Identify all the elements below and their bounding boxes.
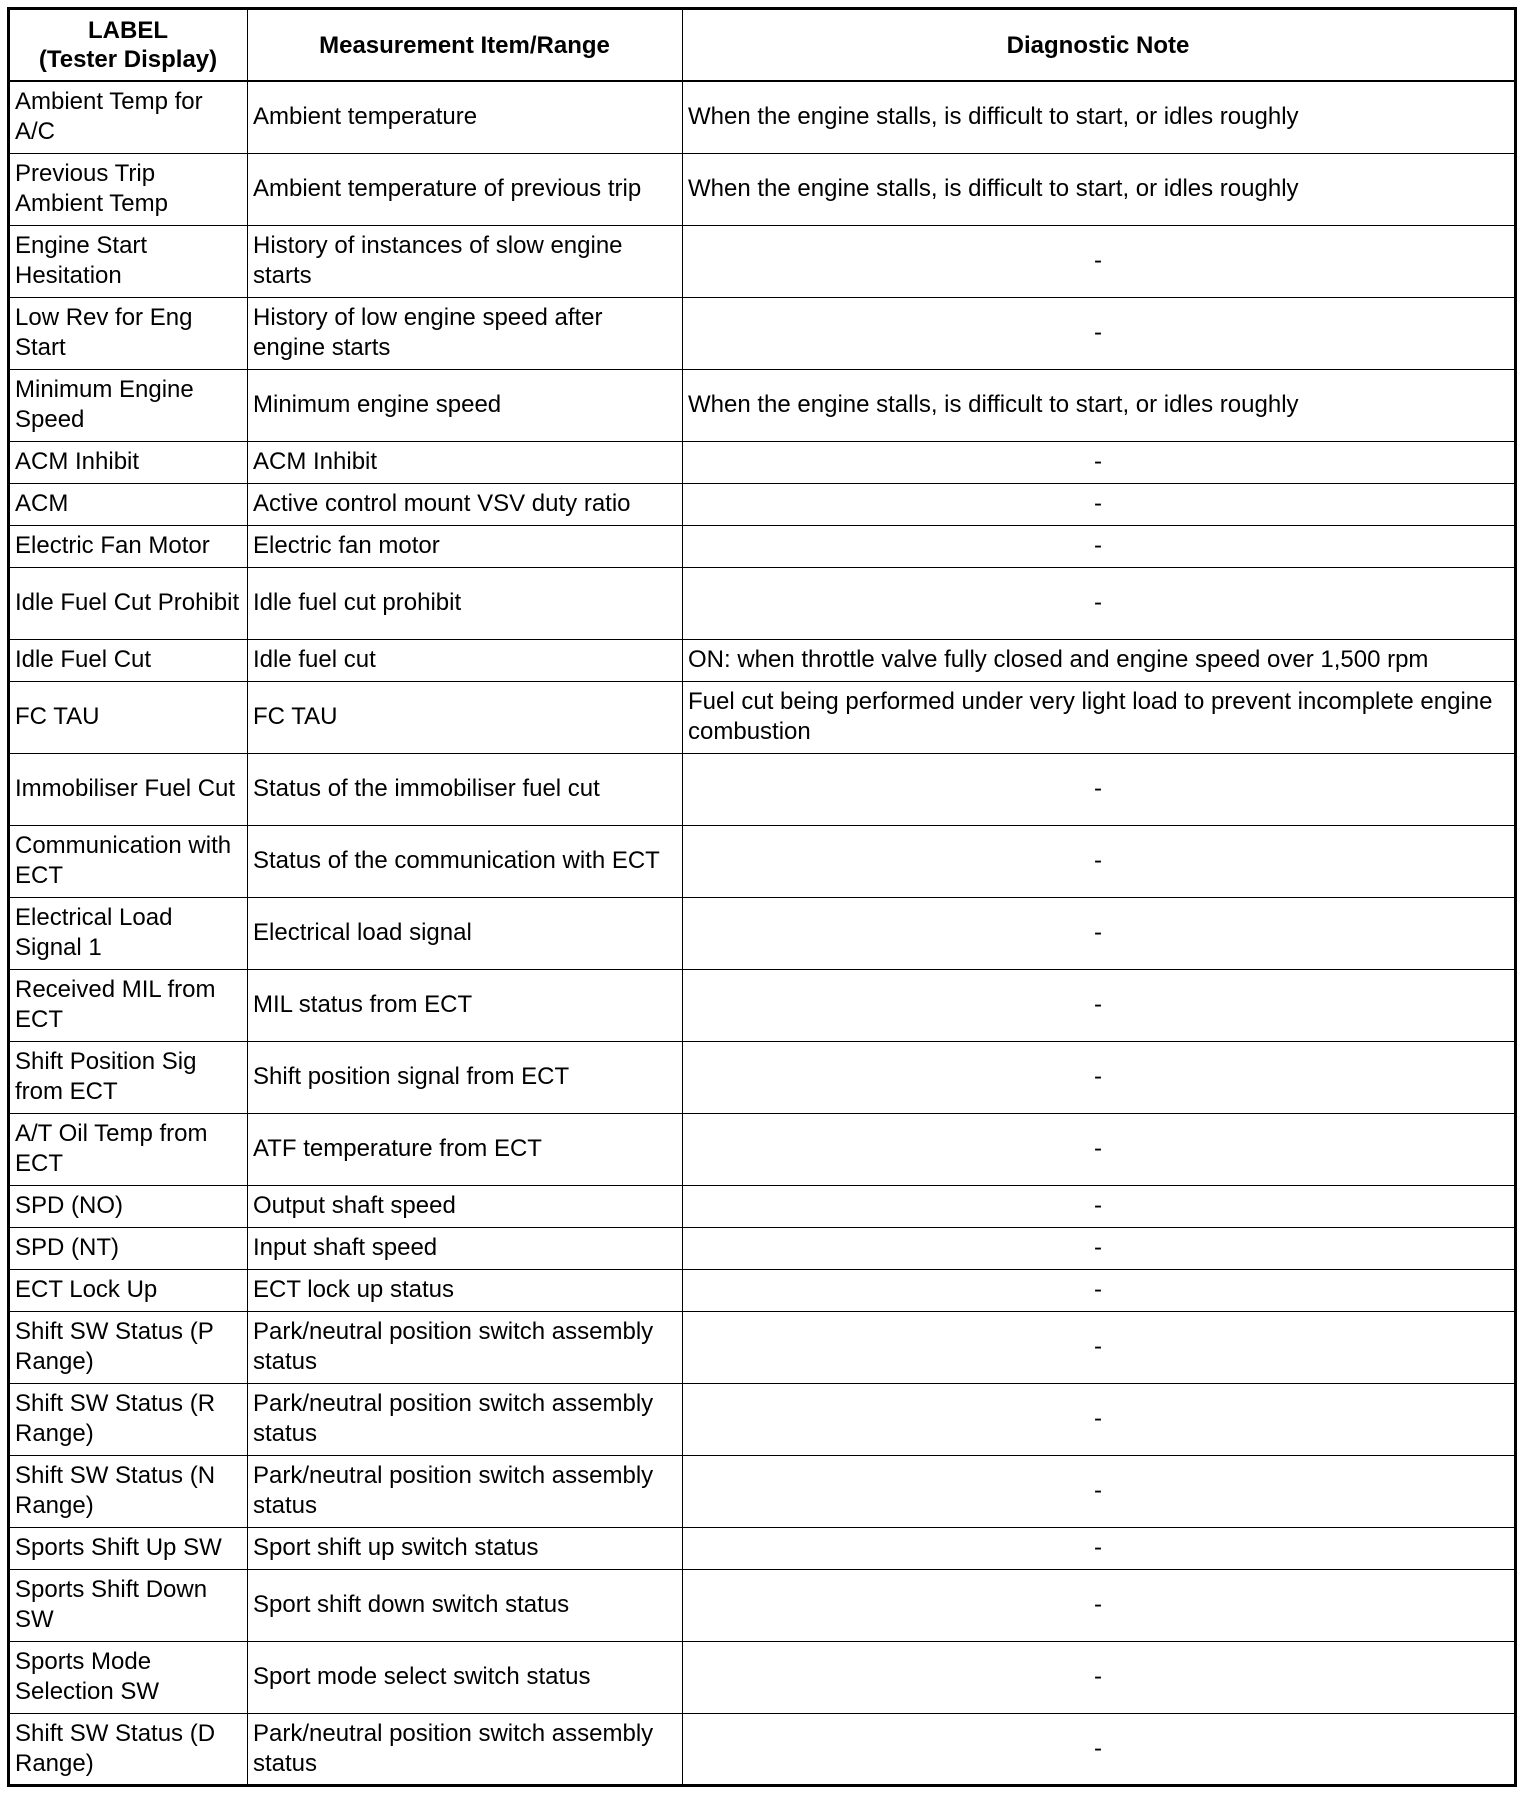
table-row [9,1269,1516,1311]
note-cell: - [683,1269,1516,1311]
label-cell: Ambient Temp for A/C [9,81,248,153]
label-cell: SPD (NO) [9,1185,248,1227]
note-cell: Fuel cut being performed under very light load to prevent incomplete engine combustion [683,681,1516,753]
header-label-line2: (Tester Display) [38,46,218,73]
table-row [9,1311,1516,1383]
note-cell: - [683,1455,1516,1527]
header-label [9,9,248,82]
header-label-line1: LABEL [88,17,168,44]
note-cell: - [683,969,1516,1041]
measurement-cell: Active control mount VSV duty ratio [248,483,683,525]
label-cell: Sports Shift Up SW [9,1527,248,1569]
measurement-cell: ECT lock up status [248,1269,683,1311]
note-cell: - [683,1041,1516,1113]
measurement-cell: Status of the immobiliser fuel cut [248,753,683,825]
page [7,7,1514,1787]
label-cell: Minimum Engine Speed [9,369,248,441]
table-row [9,297,1516,369]
label-cell: Shift SW Status (R Range) [9,1383,248,1455]
note-cell: - [683,1185,1516,1227]
table-row [9,1383,1516,1455]
table-row [9,1527,1516,1569]
label-cell: FC TAU [9,681,248,753]
label-cell: Previous Trip Ambient Temp [9,153,248,225]
note-cell: - [683,525,1516,567]
table-row [9,897,1516,969]
label-cell: ECT Lock Up [9,1269,248,1311]
label-cell: Immobiliser Fuel Cut [9,753,248,825]
measurement-cell: Sport mode select switch status [248,1641,683,1713]
measurement-cell: Park/neutral position switch assembly status [248,1383,683,1455]
measurement-cell: Idle fuel cut [248,639,683,681]
table-row [9,567,1516,639]
table-row [9,1569,1516,1641]
label-cell: Shift SW Status (D Range) [9,1713,248,1785]
table-header [9,9,1516,82]
measurement-cell: FC TAU [248,681,683,753]
table-row [9,441,1516,483]
table-row [9,681,1516,753]
table-row [9,153,1516,225]
note-cell: - [683,225,1516,297]
note-cell: - [683,1113,1516,1185]
note-cell: - [683,567,1516,639]
table-row [9,753,1516,825]
table-row [9,1185,1516,1227]
table-row [9,639,1516,681]
measurement-cell: Sport shift up switch status [248,1527,683,1569]
label-cell: A/T Oil Temp from ECT [9,1113,248,1185]
note-cell: - [683,1227,1516,1269]
label-cell: Shift SW Status (N Range) [9,1455,248,1527]
table-row [9,525,1516,567]
note-cell: - [683,753,1516,825]
label-cell: SPD (NT) [9,1227,248,1269]
label-cell: Received MIL from ECT [9,969,248,1041]
table-row [9,225,1516,297]
note-cell: - [683,825,1516,897]
note-cell: - [683,297,1516,369]
table-row [9,1455,1516,1527]
note-cell: - [683,1641,1516,1713]
table-row [9,1227,1516,1269]
measurement-cell: Output shaft speed [248,1185,683,1227]
note-cell: - [683,1527,1516,1569]
label-cell: Idle Fuel Cut Prohibit [9,567,248,639]
label-cell: Idle Fuel Cut [9,639,248,681]
measurement-cell: Park/neutral position switch assembly status [248,1455,683,1527]
measurement-cell: Idle fuel cut prohibit [248,567,683,639]
note-cell: When the engine stalls, is difficult to start, or idles roughly [683,81,1516,153]
measurement-cell: History of instances of slow engine starts [248,225,683,297]
label-cell: Shift SW Status (P Range) [9,1311,248,1383]
table-row [9,1713,1516,1785]
table-row [9,969,1516,1041]
table-row [9,369,1516,441]
measurement-cell: Status of the communication with ECT [248,825,683,897]
note-cell: - [683,441,1516,483]
label-cell: Sports Shift Down SW [9,1569,248,1641]
note-cell: - [683,1311,1516,1383]
data-list-table [7,7,1517,1787]
measurement-cell: ATF temperature from ECT [248,1113,683,1185]
table-row [9,825,1516,897]
table-row [9,81,1516,153]
measurement-cell: Electrical load signal [248,897,683,969]
label-cell: Low Rev for Eng Start [9,297,248,369]
note-cell: When the engine stalls, is difficult to start, or idles roughly [683,153,1516,225]
label-cell: Electrical Load Signal 1 [9,897,248,969]
header-measurement: Measurement Item/Range [248,9,683,82]
note-cell: ON: when throttle valve fully closed and engine speed over 1,500 rpm [683,639,1516,681]
table-row [9,1041,1516,1113]
label-cell: Engine Start Hesitation [9,225,248,297]
label-cell: Sports Mode Selection SW [9,1641,248,1713]
measurement-cell: Ambient temperature [248,81,683,153]
measurement-cell: Input shaft speed [248,1227,683,1269]
label-cell: ACM Inhibit [9,441,248,483]
measurement-cell: Park/neutral position switch assembly status [248,1713,683,1785]
table-row [9,483,1516,525]
measurement-cell: Electric fan motor [248,525,683,567]
measurement-cell: History of low engine speed after engine starts [248,297,683,369]
note-cell: - [683,1383,1516,1455]
measurement-cell: Minimum engine speed [248,369,683,441]
note-cell: - [683,897,1516,969]
table-row [9,1641,1516,1713]
note-cell: - [683,1569,1516,1641]
measurement-cell: Sport shift down switch status [248,1569,683,1641]
label-cell: Communication with ECT [9,825,248,897]
label-cell: ACM [9,483,248,525]
label-cell: Shift Position Sig from ECT [9,1041,248,1113]
measurement-cell: MIL status from ECT [248,969,683,1041]
note-cell: When the engine stalls, is difficult to start, or idles roughly [683,369,1516,441]
label-cell: Electric Fan Motor [9,525,248,567]
measurement-cell: Shift position signal from ECT [248,1041,683,1113]
measurement-cell: ACM Inhibit [248,441,683,483]
table-row [9,1113,1516,1185]
measurement-cell: Ambient temperature of previous trip [248,153,683,225]
note-cell: - [683,483,1516,525]
measurement-cell: Park/neutral position switch assembly status [248,1311,683,1383]
table-body [9,81,1516,1785]
header-diagnostic-note: Diagnostic Note [683,9,1516,82]
note-cell: - [683,1713,1516,1785]
